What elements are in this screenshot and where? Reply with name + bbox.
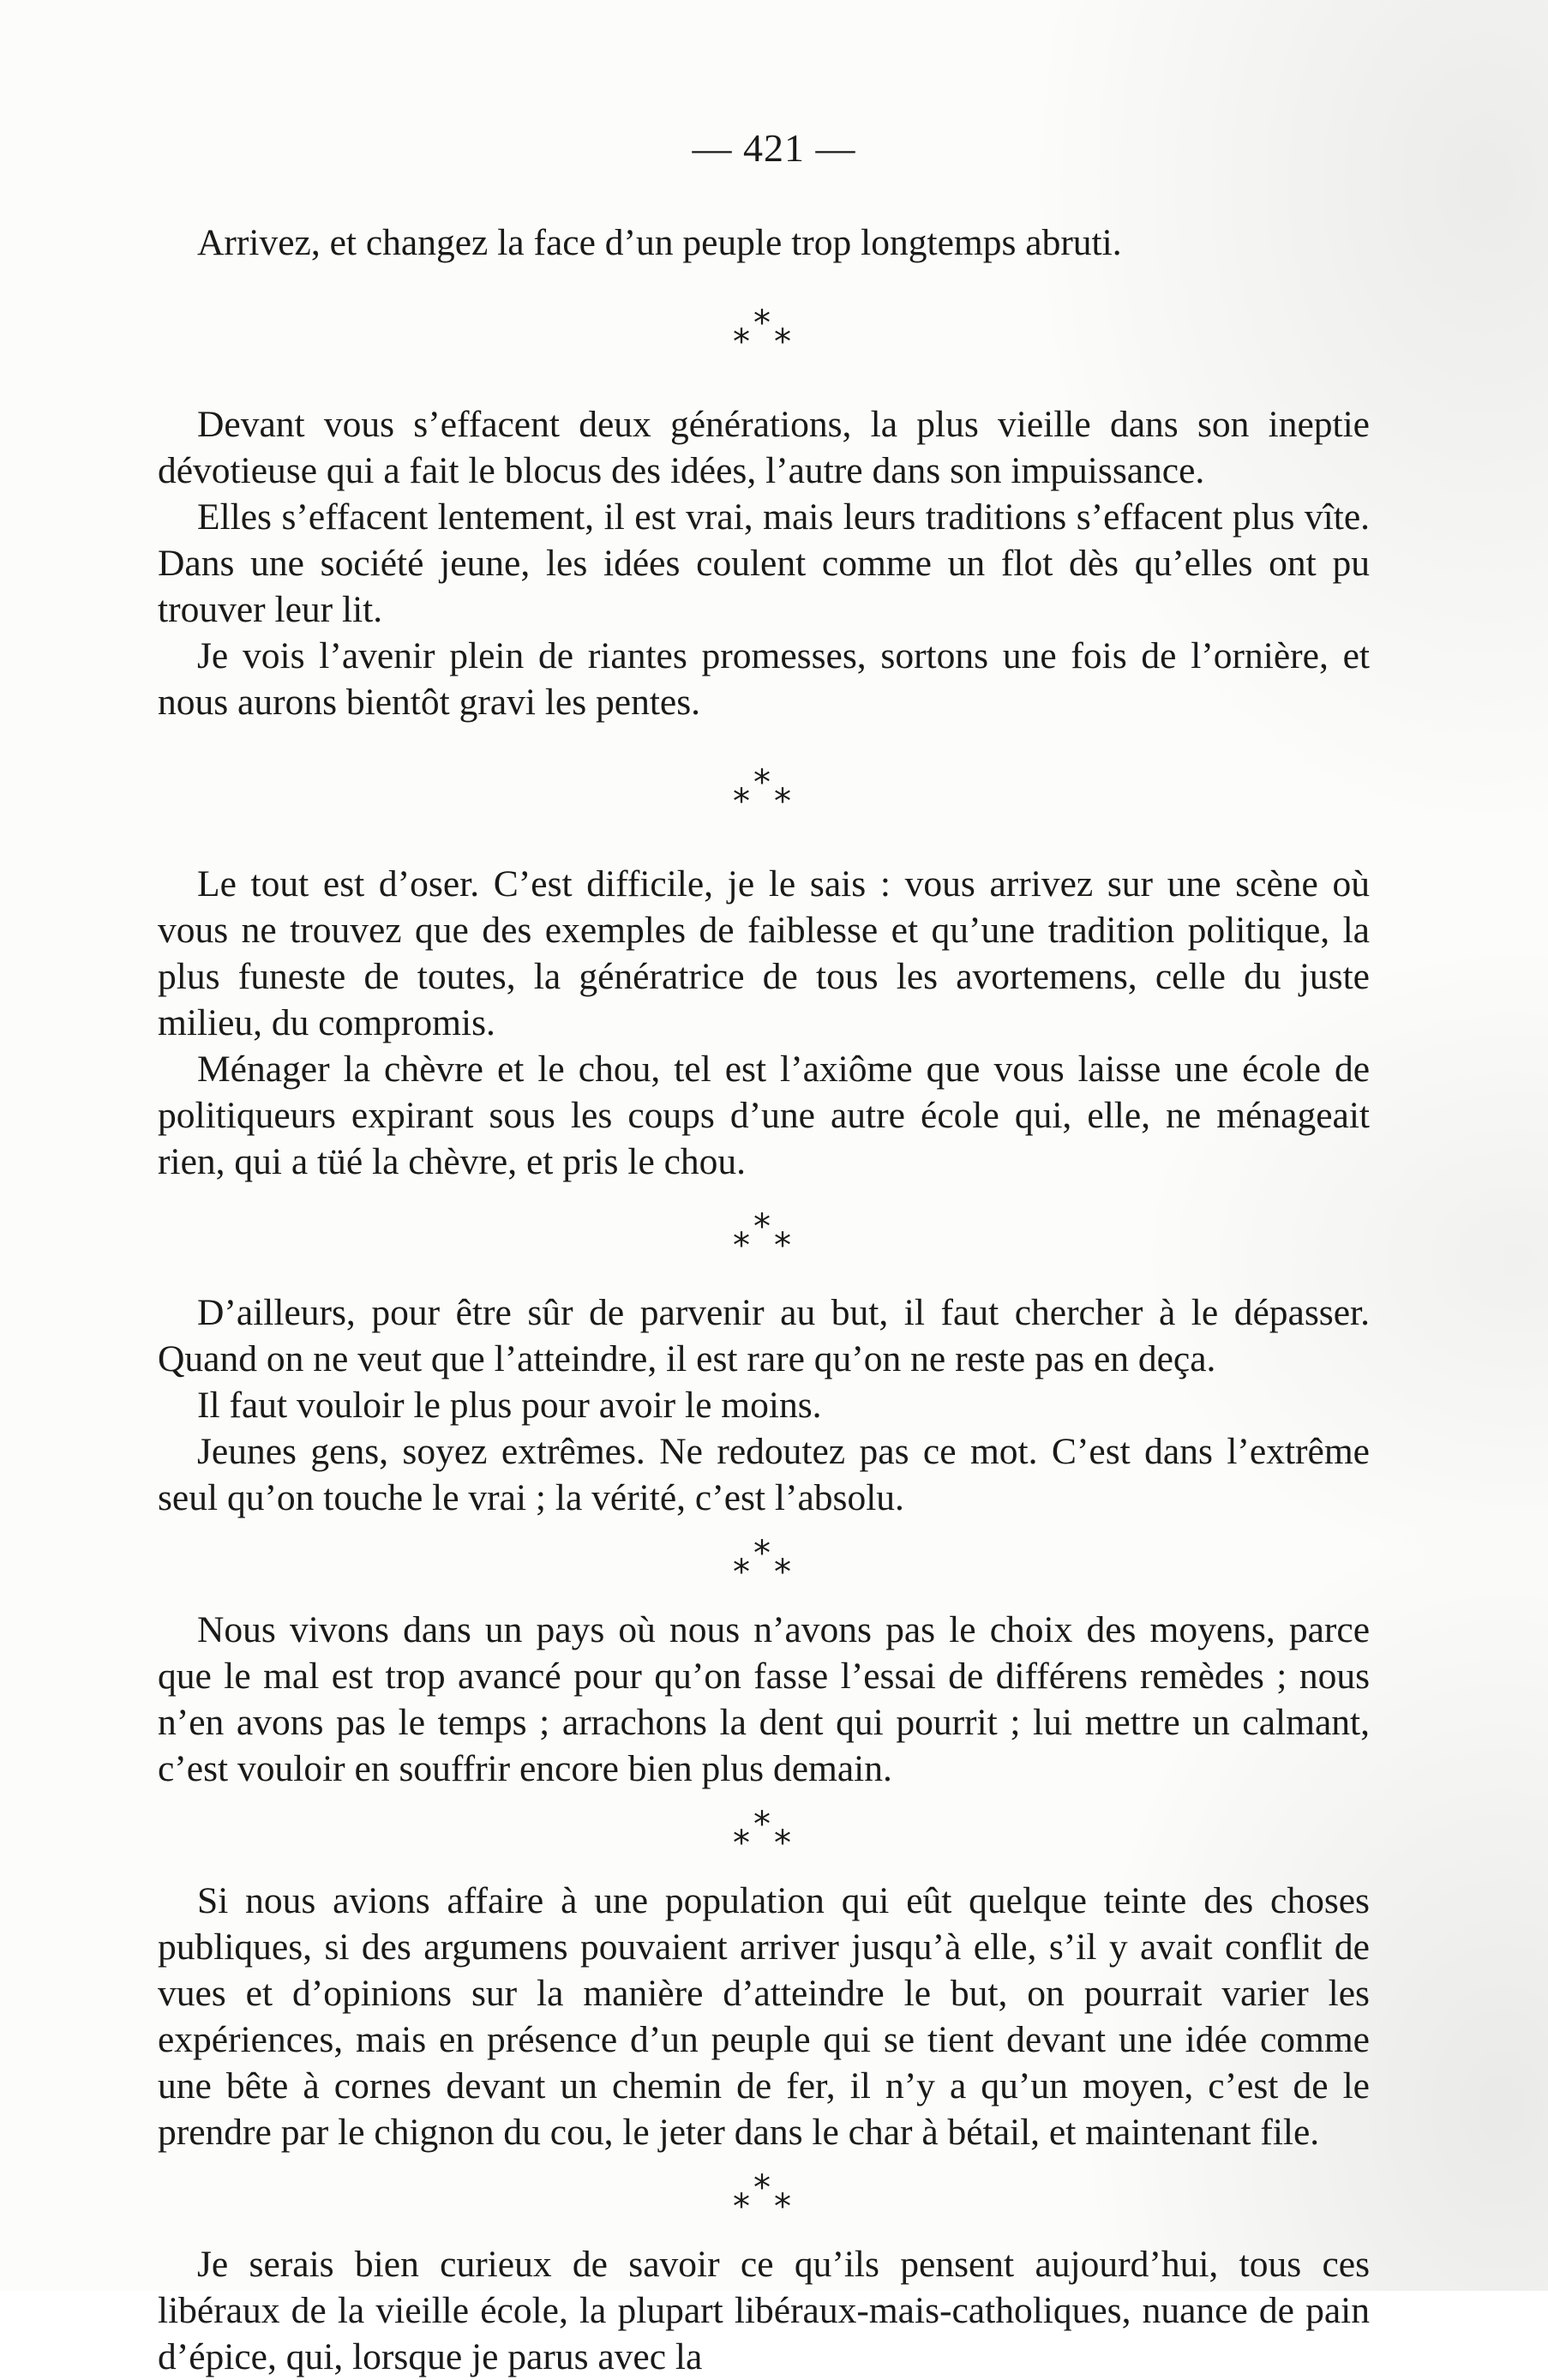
section-separator — [158, 1792, 1370, 1878]
paragraph: Il faut vouloir le plus pour avoir le moins. — [197, 1385, 822, 1426]
section-separator — [158, 266, 1370, 401]
asterism-icon: * * * — [733, 763, 791, 821]
section-separator — [158, 725, 1370, 861]
paragraph: Nous vivons dans un pays où nous n’avons pas le choix des moyens, parce que le mal est trop avancé pour qu’on fasse l’essai de différens remèdes ; nous n’en avons pas le temps ; arrachons la dent qui pourrit ; lui mettre un calmant, c’est vouloir en souffrir encore bien plus demain. — [158, 1609, 1370, 1789]
section-separator — [158, 2155, 1370, 2241]
paragraph: Elles s’effacent lentement, il est vrai, mais leurs traditions s’effacent plus vîte. Dans une société jeune, les idées coulent comme un flot dès qu’elles ont pu trouver leur lit. — [158, 496, 1370, 630]
paragraph: Arrivez, et changez la face d’un peuple trop longtemps abruti. — [197, 222, 1122, 263]
section-separator — [158, 1185, 1370, 1289]
body-text — [158, 219, 1370, 2380]
page-number: — 421 — — [692, 126, 856, 170]
paragraph: D’ailleurs, pour être sûr de parvenir au but, il faut chercher à le dépasser. Quand on ne veut que l’atteindre, il est rare qu’on ne reste pas en deça. — [158, 1292, 1370, 1379]
paragraph: Je serais bien curieux de savoir ce qu’ils pensent aujourd’hui, tous ces libéraux de la vieille école, la plupart libéraux-mais-catholiques, nuance de pain d’épice, qui, lorsque je parus avec la — [158, 2244, 1370, 2377]
paragraph: Devant vous s’effacent deux générations, la plus vieille dans son ineptie dévotieuse qui a fait le blocus des idées, l’autre dans son impuissance. — [158, 404, 1370, 491]
paragraph: Ménager la chèvre et le chou, tel est l’axiôme que vous laisse une école de politiqueurs expirant sous les coups d’une autre école qui, elle, ne ménageait rien, qui a tüé la chèvre, et pris le chou. — [158, 1049, 1370, 1182]
asterism-icon: * * * — [733, 2168, 791, 2227]
paragraph: Jeunes gens, soyez extrêmes. Ne redoutez pas ce mot. C’est dans l’extrême seul qu’on touche le vrai ; la vérité, c’est l’absolu. — [158, 1431, 1370, 1518]
section-separator — [158, 1521, 1370, 1607]
asterism-icon: * * * — [733, 1805, 791, 1863]
asterism-icon: * * * — [733, 1207, 791, 1265]
paragraph: Le tout est d’oser. C’est difficile, je le sais : vous arrivez sur une scène où vous ne trouvez que des exemples de faiblesse et qu’une tradition politique, la plus funeste de toutes, la génératrice de tous les avortemens, celle du juste milieu, du compromis. — [158, 863, 1370, 1043]
paragraph: Si nous avions affaire à une population qui eût quelque teinte des choses publiques, si des argumens pouvaient arriver jusqu’à elle, s’il y avait conflit de vues et d’opinions sur la manière d’atteindre le but, on pourrait varier les expériences, mais en présence d’un peuple qui se tient devant une idée comme une bête à cornes devant un chemin de fer, il n’y a qu’un moyen, c’est de le prendre par le chignon du cou, le jeter dans le char à bétail, et maintenant file. — [158, 1880, 1370, 2153]
asterism-icon: * * * — [733, 1534, 791, 1592]
paragraph: Je vois l’avenir plein de riantes promesses, sortons une fois de l’ornière, et nous aurons bientôt gravi les pentes. — [158, 635, 1370, 723]
asterism-icon: * * * — [733, 304, 791, 362]
